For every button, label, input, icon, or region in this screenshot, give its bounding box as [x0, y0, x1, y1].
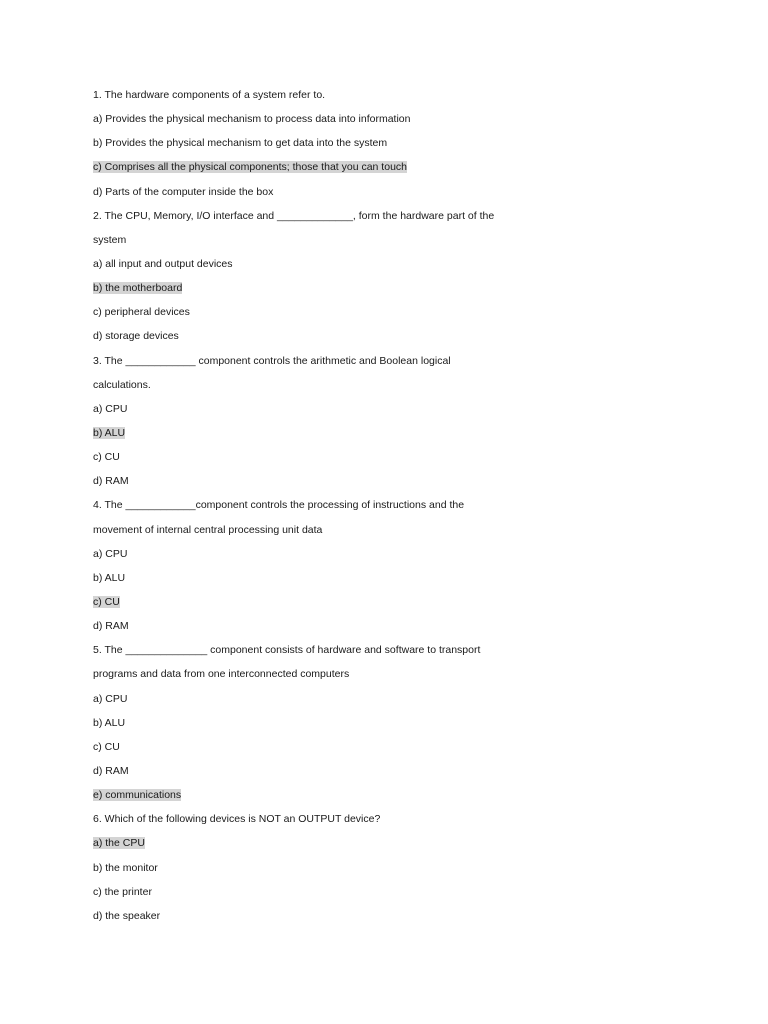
answer-option: [93, 472, 693, 496]
line-text: c) the printer: [93, 885, 152, 898]
question-2: [93, 207, 693, 231]
answer-option: [93, 327, 693, 351]
answer-option: [93, 738, 693, 762]
answer-option-highlighted: [93, 158, 693, 182]
line-text: 2. The CPU, Memory, I/O interface and _____________, form the hardware part of the: [93, 209, 495, 222]
line-text: 1. The hardware components of a system refer to.: [93, 89, 326, 101]
line-text: a) all input and output devices: [93, 257, 233, 270]
answer-option: [93, 545, 693, 569]
highlighted-answer: c) CU: [93, 595, 120, 608]
line-text: d) storage devices: [93, 330, 179, 343]
highlighted-answer: b) ALU: [93, 426, 126, 439]
answer-option-highlighted: [93, 786, 693, 810]
line-text: 5. The ______________ component consists of hardware and software to transport: [93, 644, 481, 657]
question-5-continued: [93, 665, 693, 689]
line-text: b) ALU: [93, 571, 126, 584]
answer-option: [93, 762, 693, 786]
question-5: [93, 641, 693, 665]
answer-option: [93, 690, 693, 714]
answer-option-highlighted: [93, 593, 693, 617]
highlighted-answer: e) communications: [93, 789, 182, 802]
answer-option: [93, 883, 693, 907]
question-4-continued: [93, 521, 693, 545]
line-text: b) the monitor: [93, 861, 158, 874]
question-1: [93, 86, 693, 110]
line-text: programs and data from one interconnected computers: [93, 668, 350, 681]
line-text: calculations.: [93, 378, 151, 391]
answer-option: [93, 183, 693, 207]
line-text: 6. Which of the following devices is NOT an OUTPUT device?: [93, 813, 381, 826]
highlighted-answer: c) Comprises all the physical components; those that you can touch: [93, 161, 407, 174]
document-page: [93, 86, 693, 931]
answer-option: [93, 303, 693, 327]
question-4: [93, 496, 693, 520]
line-text: d) RAM: [93, 620, 129, 633]
answer-option: [93, 400, 693, 424]
highlighted-answer: a) the CPU: [93, 837, 145, 850]
line-text: a) CPU: [93, 547, 128, 560]
line-text: c) CU: [93, 451, 120, 464]
answer-option-highlighted: [93, 424, 693, 448]
answer-option: [93, 569, 693, 593]
answer-option: [93, 110, 693, 134]
highlighted-answer: b) the motherboard: [93, 282, 183, 295]
question-3: [93, 352, 693, 376]
line-text: 3. The ____________ component controls the arithmetic and Boolean logical: [93, 354, 451, 367]
line-text: a) CPU: [93, 402, 128, 415]
line-text: a) CPU: [93, 692, 128, 705]
line-text: 4. The ____________component controls the processing of instructions and the: [93, 499, 465, 512]
answer-option: [93, 617, 693, 641]
line-text: d) the speaker: [93, 909, 161, 922]
answer-option-highlighted: [93, 834, 693, 858]
answer-option: [93, 907, 693, 931]
line-text: system: [93, 233, 127, 246]
line-text: c) peripheral devices: [93, 306, 190, 319]
answer-option: [93, 255, 693, 279]
line-text: d) RAM: [93, 764, 129, 777]
line-text: b) Provides the physical mechanism to get data into the system: [93, 137, 388, 150]
answer-option: [93, 134, 693, 158]
answer-option: [93, 859, 693, 883]
question-2-continued: [93, 231, 693, 255]
answer-option: [93, 714, 693, 738]
question-3-continued: [93, 376, 693, 400]
line-text: movement of internal central processing unit data: [93, 523, 323, 536]
line-text: d) RAM: [93, 475, 129, 488]
line-text: a) Provides the physical mechanism to process data into information: [93, 113, 411, 126]
line-text: d) Parts of the computer inside the box: [93, 185, 274, 198]
line-text: b) ALU: [93, 716, 126, 729]
answer-option-highlighted: [93, 279, 693, 303]
answer-option: [93, 448, 693, 472]
question-6: [93, 810, 693, 834]
line-text: c) CU: [93, 740, 120, 753]
